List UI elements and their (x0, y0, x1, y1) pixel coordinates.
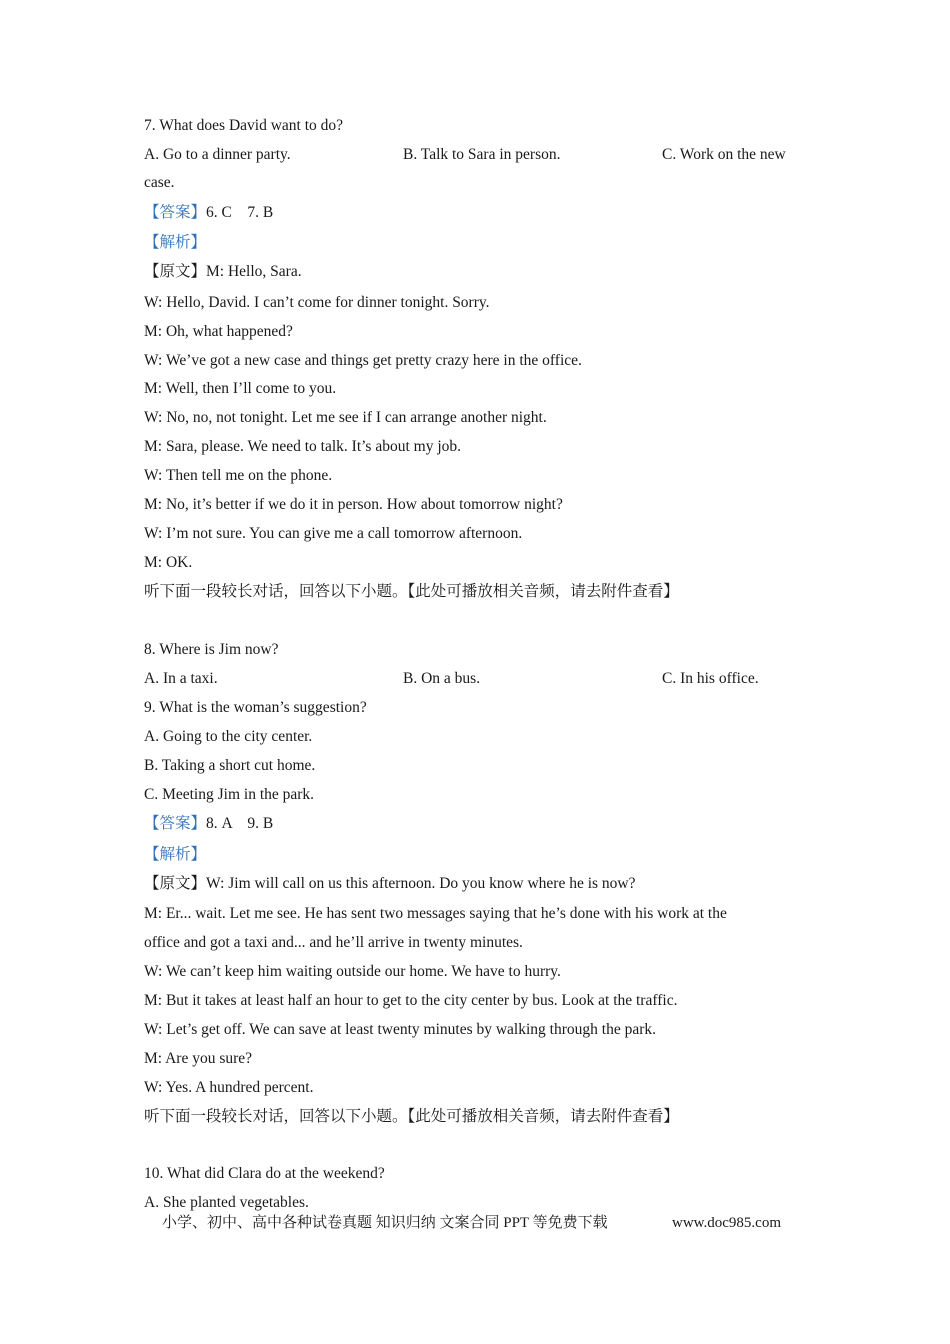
dialogue-line: W: Hello, David. I can’t come for dinner tonight. Sorry. (144, 294, 490, 311)
transcript-text: M: Hello, Sara. (206, 263, 302, 280)
answer-tag: 【答案】 (144, 204, 207, 221)
analysis-line (144, 845, 206, 865)
option-c: C. Work on the new (662, 146, 786, 163)
transcript-tag: 【原文】 (144, 263, 207, 280)
dialogue-line: M: Well, then I’ll come to you. (144, 380, 337, 397)
footer-url[interactable]: www.doc985.com (672, 1215, 782, 1231)
dialogue-line: W: I’m not sure. You can give me a call tomorrow afternoon. (144, 525, 523, 542)
option-a: A. Go to a dinner party. (144, 146, 291, 163)
option-a: A. She planted vegetables. (144, 1194, 309, 1211)
transcript-line (144, 874, 636, 894)
dialogue-line: M: Sara, please. We need to talk. It’s about my job. (144, 438, 462, 455)
dialogue-line: M: No, it’s better if we do it in person. How about tomorrow night? (144, 496, 563, 513)
option-continuation: case. (144, 174, 175, 191)
listening-instruction: 听下面一段较长对话，回答以下小题。【此处可播放相关音频，请去附件查看】 (144, 1108, 679, 1125)
dialogue-line: M: OK. (144, 554, 193, 571)
transcript-line (144, 262, 302, 282)
question-9: 9. What is the woman’s suggestion? (144, 699, 367, 716)
answer-line (144, 814, 273, 834)
answer-text: 8. A 9. B (206, 815, 274, 832)
dialogue-line: M: Are you sure? (144, 1050, 253, 1067)
transcript-tag: 【原文】 (144, 875, 207, 892)
answer-tag: 【答案】 (144, 815, 207, 832)
option-a: A. Going to the city center. (144, 728, 313, 745)
answer-text: 6. C 7. B (206, 204, 274, 221)
dialogue-line: office and got a taxi and... and he’ll arrive in twenty minutes. (144, 934, 523, 951)
question-7: 7. What does David want to do? (144, 117, 344, 134)
option-b: B. Talk to Sara in person. (403, 146, 561, 163)
dialogue-line: M: But it takes at least half an hour to get to the city center by bus. Look at the traffic. (144, 992, 678, 1009)
option-b: B. Taking a short cut home. (144, 757, 316, 774)
dialogue-line: W: We’ve got a new case and things get pretty crazy here in the office. (144, 352, 582, 369)
option-b: B. On a bus. (403, 670, 481, 687)
dialogue-line: W: We can’t keep him waiting outside our home. We have to hurry. (144, 963, 561, 980)
option-c: C. Meeting Jim in the park. (144, 786, 315, 803)
option-c: C. In his office. (662, 670, 759, 687)
option-a: A. In a taxi. (144, 670, 218, 687)
dialogue-line: W: Then tell me on the phone. (144, 467, 333, 484)
analysis-line (144, 233, 206, 253)
question-8: 8. Where is Jim now? (144, 641, 279, 658)
analysis-tag: 【解析】 (144, 234, 207, 251)
listening-instruction: 听下面一段较长对话，回答以下小题。【此处可播放相关音频，请去附件查看】 (144, 583, 679, 600)
analysis-tag: 【解析】 (144, 846, 207, 863)
dialogue-line: W: Let’s get off. We can save at least twenty minutes by walking through the park. (144, 1021, 656, 1038)
footer-text: 小学、初中、高中各种试卷真题 知识归纳 文案合同 PPT 等免费下载 (162, 1215, 608, 1231)
answer-line (144, 203, 273, 223)
dialogue-line: W: Yes. A hundred percent. (144, 1079, 314, 1096)
dialogue-line: W: No, no, not tonight. Let me see if I can arrange another night. (144, 409, 547, 426)
dialogue-line: M: Oh, what happened? (144, 323, 293, 340)
question-10: 10. What did Clara do at the weekend? (144, 1165, 385, 1182)
dialogue-line: M: Er... wait. Let me see. He has sent two messages saying that he’s done with his work at the (144, 905, 727, 922)
transcript-text: W: Jim will call on us this afternoon. Do you know where he is now? (206, 875, 636, 892)
